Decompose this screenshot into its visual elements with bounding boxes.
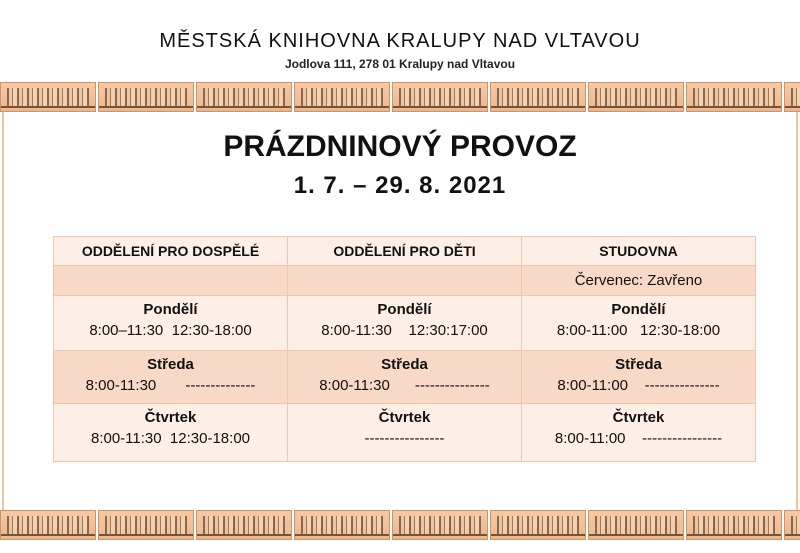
hours-text: 8:00-11:30 -------------- bbox=[85, 377, 256, 394]
hours-text: 8:00-11:30 --------------- bbox=[319, 377, 490, 394]
header-children-department: ODDĚLENÍ PRO DĚTI bbox=[288, 237, 522, 266]
note-cell-study-closed: Červenec: Zavřeno bbox=[522, 266, 756, 296]
hours-text: 8:00-11:00 --------------- bbox=[557, 377, 720, 394]
schedule-cell bbox=[54, 404, 288, 462]
hours-text: 8:00–11:30 12:30-18:00 bbox=[89, 322, 252, 339]
bookshelf-icon bbox=[294, 510, 390, 540]
hours-text: ---------------- bbox=[364, 430, 445, 447]
day-label: Středa bbox=[381, 356, 428, 373]
schedule-cell bbox=[522, 351, 756, 404]
day-label: Čtvrtek bbox=[378, 409, 431, 426]
hours-text: 8:00-11:30 12:30:17:00 bbox=[321, 322, 488, 339]
bookshelf-icon bbox=[490, 510, 586, 540]
decorative-border-top bbox=[0, 82, 800, 112]
library-address: Jodlova 111, 278 01 Kralupy nad Vltavou bbox=[284, 57, 516, 71]
bookshelf-icon bbox=[0, 82, 96, 112]
table-row bbox=[54, 404, 756, 462]
bookshelf-icon bbox=[686, 510, 782, 540]
table-row bbox=[54, 351, 756, 404]
bookshelf-icon bbox=[98, 510, 194, 540]
header-study-room: STUDOVNA bbox=[522, 237, 756, 266]
bookshelf-icon bbox=[784, 82, 800, 112]
day-label: Čtvrtek bbox=[612, 409, 665, 426]
day-label: Středa bbox=[615, 356, 662, 373]
bookshelf-icon bbox=[196, 510, 292, 540]
schedule-cell bbox=[522, 296, 756, 351]
day-label: Pondělí bbox=[377, 301, 432, 318]
bookshelf-icon bbox=[686, 82, 782, 112]
hours-text: 8:00-11:00 12:30-18:00 bbox=[556, 322, 721, 339]
schedule-cell bbox=[54, 351, 288, 404]
schedule-table bbox=[53, 236, 756, 462]
decorative-border-bottom bbox=[0, 510, 800, 540]
schedule-cell bbox=[288, 404, 522, 462]
schedule-cell bbox=[54, 296, 288, 351]
bookshelf-icon bbox=[392, 82, 488, 112]
note-cell bbox=[54, 266, 288, 296]
bookshelf-icon bbox=[490, 82, 586, 112]
note-cell bbox=[288, 266, 522, 296]
header bbox=[0, 30, 800, 71]
day-label: Pondělí bbox=[611, 301, 666, 318]
header-adults-department: ODDĚLENÍ PRO DOSPĚLÉ bbox=[54, 237, 288, 266]
hours-text: 8:00-11:00 ---------------- bbox=[554, 430, 723, 447]
day-label: Čtvrtek bbox=[144, 409, 197, 426]
note-row bbox=[54, 266, 756, 296]
hours-text: 8:00-11:30 12:30-18:00 bbox=[90, 430, 251, 447]
library-name: MĚSTSKÁ KNIHOVNA KRALUPY NAD VLTAVOU bbox=[159, 30, 641, 52]
bookshelf-icon bbox=[0, 510, 96, 540]
bookshelf-icon bbox=[98, 82, 194, 112]
bookshelf-icon bbox=[784, 510, 800, 540]
bookshelf-icon bbox=[392, 510, 488, 540]
bookshelf-icon bbox=[196, 82, 292, 112]
bookshelf-icon bbox=[588, 510, 684, 540]
table-row bbox=[54, 296, 756, 351]
bookshelf-icon bbox=[294, 82, 390, 112]
schedule-cell bbox=[288, 351, 522, 404]
table-header-row bbox=[54, 237, 756, 266]
bookshelf-icon bbox=[588, 82, 684, 112]
day-label: Středa bbox=[147, 356, 194, 373]
page-title: PRÁZDNINOVÝ PROVOZ bbox=[223, 130, 577, 163]
day-label: Pondělí bbox=[143, 301, 198, 318]
schedule-cell bbox=[288, 296, 522, 351]
schedule-cell bbox=[522, 404, 756, 462]
date-range: 1. 7. – 29. 8. 2021 bbox=[293, 172, 507, 199]
